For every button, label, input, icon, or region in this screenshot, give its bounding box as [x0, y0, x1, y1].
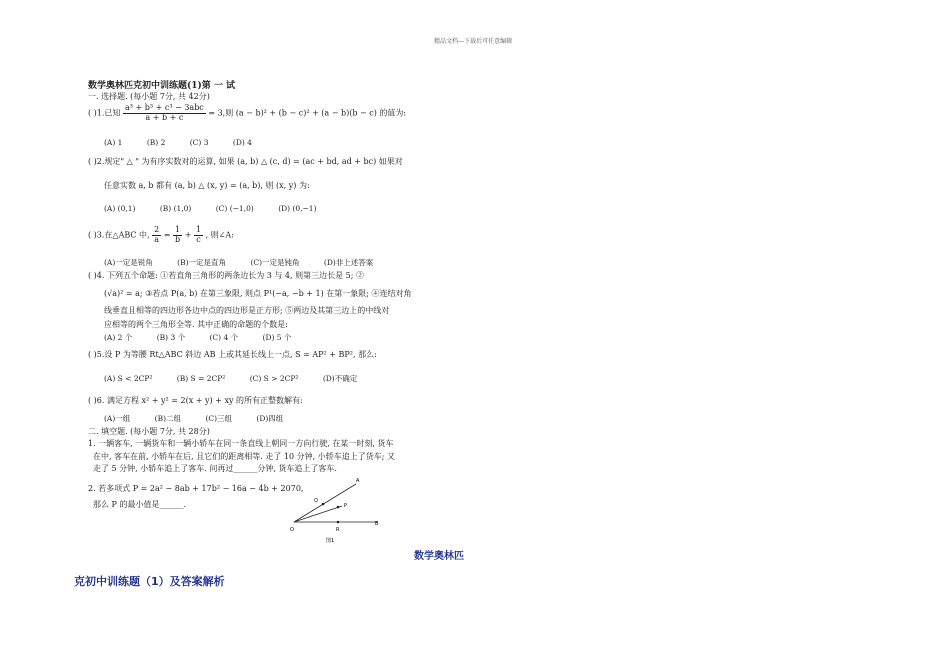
q3-prefix: ( )3.在△ABC 中,: [88, 230, 150, 240]
label-p: P: [344, 503, 348, 509]
option: (B) (1,0): [159, 204, 192, 213]
q3-fraction-2: [173, 226, 182, 245]
fill-2-line-1: 2. 若多项式 P = 2a² − 8ab + 17b² − 16a − 4b + 2070,: [88, 484, 304, 493]
question-3: [88, 226, 234, 245]
label-r: R: [336, 527, 340, 533]
option: (D) 5 个: [262, 333, 292, 342]
point-p: [337, 506, 340, 509]
fill-1-line-3: 走了 5 分钟, 小轿车追上了客车. 问再过______分钟, 货车追上了客车.: [93, 464, 337, 473]
segment-op: [294, 506, 342, 522]
option: (B) S = 2CP²: [176, 374, 226, 383]
point-q: [322, 503, 325, 506]
q3-options: [104, 257, 395, 268]
q3-fraction-3: [194, 226, 203, 245]
question-6: ( )6. 满足方程 x² + y² = 2(x + y) + xy 的所有正整数解有:: [88, 396, 303, 405]
numerator: 2: [154, 225, 160, 234]
q1-fraction: [123, 104, 206, 123]
denominator: a: [154, 234, 160, 244]
option: (A) 2 个: [104, 333, 133, 342]
option: (C) (−1,0): [215, 204, 254, 213]
question-4-line-1: ( )4. 下列五个命题: ①若直角三角形的两条边长为 3 与 4, 则第三边长是 5; ②: [88, 271, 364, 280]
q3-fraction-1: [152, 226, 161, 245]
label-o: O: [290, 527, 294, 533]
option: (B) 3 个: [156, 333, 186, 342]
option: (C)一定是钝角: [250, 258, 300, 267]
label-a: A: [356, 478, 360, 484]
fill-1-line-2: 在中, 客车在前, 小轿车在后, 且它们的距离相等. 走了 10 分钟, 小轿车追上了货车; 又: [93, 452, 395, 461]
option: (C) 4 个: [209, 333, 239, 342]
numerator: 1: [195, 225, 202, 234]
q1-options: [104, 138, 274, 147]
q1-numerator: a³ + b³ + c³ − 3abc: [124, 103, 204, 112]
answer-title-part-1: 数学奥林匹: [414, 551, 464, 562]
section-choice-heading: 一. 选择题. (每小题 7分, 共 42分): [88, 92, 210, 101]
option: (A)一组: [104, 414, 131, 423]
option: (C)三组: [205, 414, 233, 423]
label-q: Q: [314, 498, 318, 504]
q4-options: [104, 332, 313, 343]
option: (C) S > 2CP²: [249, 374, 299, 383]
question-4-line-2: (√a)² = a; ③若点 P(a, b) 在第三象限, 则点 P¹(−a, −b + 1) 在第一象限; ④连结对角: [104, 289, 412, 298]
point-r: [337, 521, 340, 524]
q1-denominator: a + b + c: [145, 112, 184, 122]
label-b: B: [375, 521, 379, 527]
option: (D)非上述答案: [323, 258, 374, 267]
option: (B)一定是直角: [177, 258, 227, 267]
denominator: c: [196, 234, 201, 244]
section-fill-heading: 二. 填空题. (每小题 7分, 共 28分): [88, 427, 210, 436]
geometry-figure: [286, 474, 386, 546]
fill-1-line-1: 1. 一辆客车, 一辆货车和一辆小轿车在同一条直线上朝同一方向行驶, 在某一时刻, 货车: [88, 439, 394, 448]
q3-suffix: , 则∠A:: [205, 230, 234, 240]
option: (B)二组: [154, 414, 182, 423]
page-header: 精品文档---下载后可任意编辑: [434, 38, 513, 45]
question-2-line-1: ( )2.规定" △ " 为有序实数对的运算, 如果 (a, b) △ (c, d) = (ac + bd, ad + bc) 如果对: [88, 157, 403, 166]
question-4-line-3: 线垂直且相等的四边形各边中点的四边形是正方形; ⑤两边及其第三边上的中线对: [104, 306, 390, 315]
plus-sign: +: [184, 230, 192, 240]
denominator: b: [175, 234, 181, 244]
option: (D) 4: [232, 138, 252, 147]
option: (D)不确定: [322, 374, 358, 383]
q1-suffix: = 3,则 (a − b)² + (b − c)² + (a − b)(b − c) 的值为:: [208, 108, 407, 118]
q5-options: [104, 373, 379, 384]
option: (A) 1: [104, 138, 123, 147]
question-1: [88, 104, 406, 123]
option: (D)四组: [256, 414, 284, 423]
option: (A)一定是锐角: [104, 258, 153, 267]
option: (A) (0,1): [104, 204, 136, 213]
option: (D) (0,−1): [278, 204, 317, 213]
q2-options: [104, 204, 339, 213]
numerator: 1: [173, 226, 182, 236]
equals-sign: =: [163, 230, 171, 240]
question-2-line-2: 任意实数 a, b 都有 (a, b) △ (x, y) = (a, b), 则 (x, y) 为:: [104, 181, 310, 190]
option: (B) 2: [146, 138, 166, 147]
option: (A) S < 2CP²: [104, 374, 153, 383]
fill-2-line-2: 那么 P 的最小值是______.: [93, 500, 187, 509]
answer-title-part-2: 克初中训练题（1）及答案解析: [74, 575, 225, 588]
q6-options: [104, 413, 305, 424]
exam-title: 数学奥林匹克初中训练题(1)第 一 试: [88, 81, 236, 91]
question-4-line-4: 应相等的两个三角形全等. 其中正确的命题的个数是:: [104, 320, 288, 329]
figure-caption: 图1: [326, 538, 335, 544]
question-5: ( )5.设 P 为等腰 Rt△ABC 斜边 AB 上或其延长线上一点, S = AP² + BP², 那么:: [88, 350, 377, 359]
q1-prefix: ( )1.已知: [88, 108, 121, 118]
option: (C) 3: [189, 138, 209, 147]
